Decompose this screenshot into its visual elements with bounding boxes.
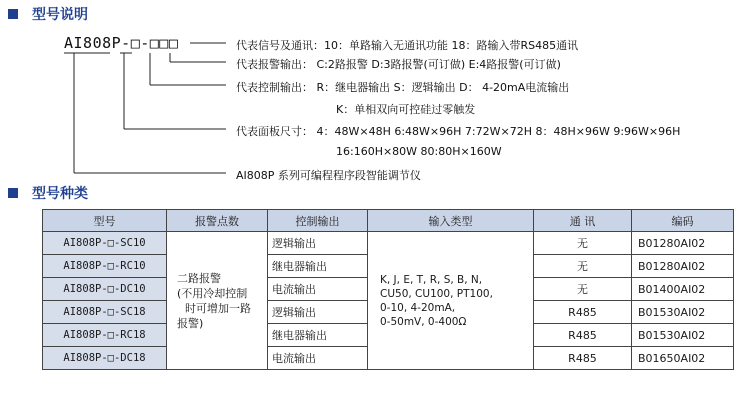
input-line: 0-10, 4-20mA, [380, 301, 456, 314]
comm-cell: 无 [534, 255, 632, 278]
desc-series: AI808P 系列可编程程序段智能调节仪 [236, 169, 421, 182]
code-cell: B01280AI02 [632, 255, 734, 278]
desc-alarm-output: 代表报警输出： C:2路报警 D:3路报警(可订做) E:4路报警(可订做) [236, 58, 561, 71]
input-line: K, J, E, T, R, S, B, N, [380, 273, 483, 286]
desc-signal-comm: 代表信号及通讯：10：单路输入无通讯功能 18：路输入带RS485通讯 [236, 39, 579, 52]
alarm-line: 时可增加一路 [185, 301, 251, 315]
header-alarm-points: 报警点数 [167, 210, 268, 232]
input-line: CU50, CU100, PT100, [380, 287, 493, 300]
model-cell: AI808P-□-DC10 [43, 278, 167, 301]
alarm-line: (不用冷却控制 [177, 286, 248, 300]
header-model: 型号 [43, 210, 167, 232]
control-output-cell: 电流输出 [268, 347, 368, 370]
code-cell: B01280AI02 [632, 232, 734, 255]
desc-panel-size-2: 16:160H×80W 80:80H×160W [336, 145, 502, 158]
control-output-cell: 电流输出 [268, 278, 368, 301]
header-communication: 通 讯 [534, 210, 632, 232]
comm-cell: R485 [534, 347, 632, 370]
model-code: AI808P-□-□□□ [64, 34, 179, 52]
alarm-line: 报警) [177, 316, 204, 330]
section-title: 型号说明 [32, 7, 88, 23]
control-output-cell: 逻辑输出 [268, 232, 368, 255]
model-cell: AI808P-□-SC18 [43, 301, 167, 324]
header-control-output: 控制输出 [268, 210, 368, 232]
table-header-row [43, 210, 734, 232]
desc-panel-size: 代表面板尺寸： 4：48W×48H 6:48W×96H 7:72W×72H 8：48H×96W 9:96W×96H [236, 125, 681, 138]
control-output-cell: 逻辑输出 [268, 301, 368, 324]
model-cell: AI808P-□-RC10 [43, 255, 167, 278]
model-types-table [42, 209, 734, 370]
comm-cell: 无 [534, 232, 632, 255]
comm-cell: R485 [534, 324, 632, 347]
model-cell: AI808P-□-RC18 [43, 324, 167, 347]
input-line: 0-50mV, 0-400Ω [380, 315, 467, 328]
model-cell: AI808P-□-DC18 [43, 347, 167, 370]
comm-cell: 无 [534, 278, 632, 301]
code-cell: B01650AI02 [632, 347, 734, 370]
alarm-line: 二路报警 [177, 271, 221, 285]
control-output-cell: 继电器输出 [268, 255, 368, 278]
control-output-cell: 继电器输出 [268, 324, 368, 347]
comm-cell: R485 [534, 301, 632, 324]
alarm-points-cell [167, 232, 268, 370]
header-code: 编码 [632, 210, 734, 232]
input-type-cell [368, 232, 534, 370]
code-cell: B01530AI02 [632, 324, 734, 347]
code-cell: B01400AI02 [632, 278, 734, 301]
model-cell: AI808P-□-SC10 [43, 232, 167, 255]
header-input-type: 输入类型 [368, 210, 534, 232]
table-row [43, 232, 734, 255]
section-header-model-types [8, 183, 88, 203]
code-cell: B01530AI02 [632, 301, 734, 324]
square-bullet-icon [8, 188, 18, 198]
desc-control-output: 代表控制输出： R：继电器输出 S：逻辑输出 D： 4-20mA电流输出 [236, 81, 570, 94]
section-title: 型号种类 [32, 186, 88, 202]
desc-control-output-k: K：单相双向可控硅过零触发 [336, 103, 476, 116]
